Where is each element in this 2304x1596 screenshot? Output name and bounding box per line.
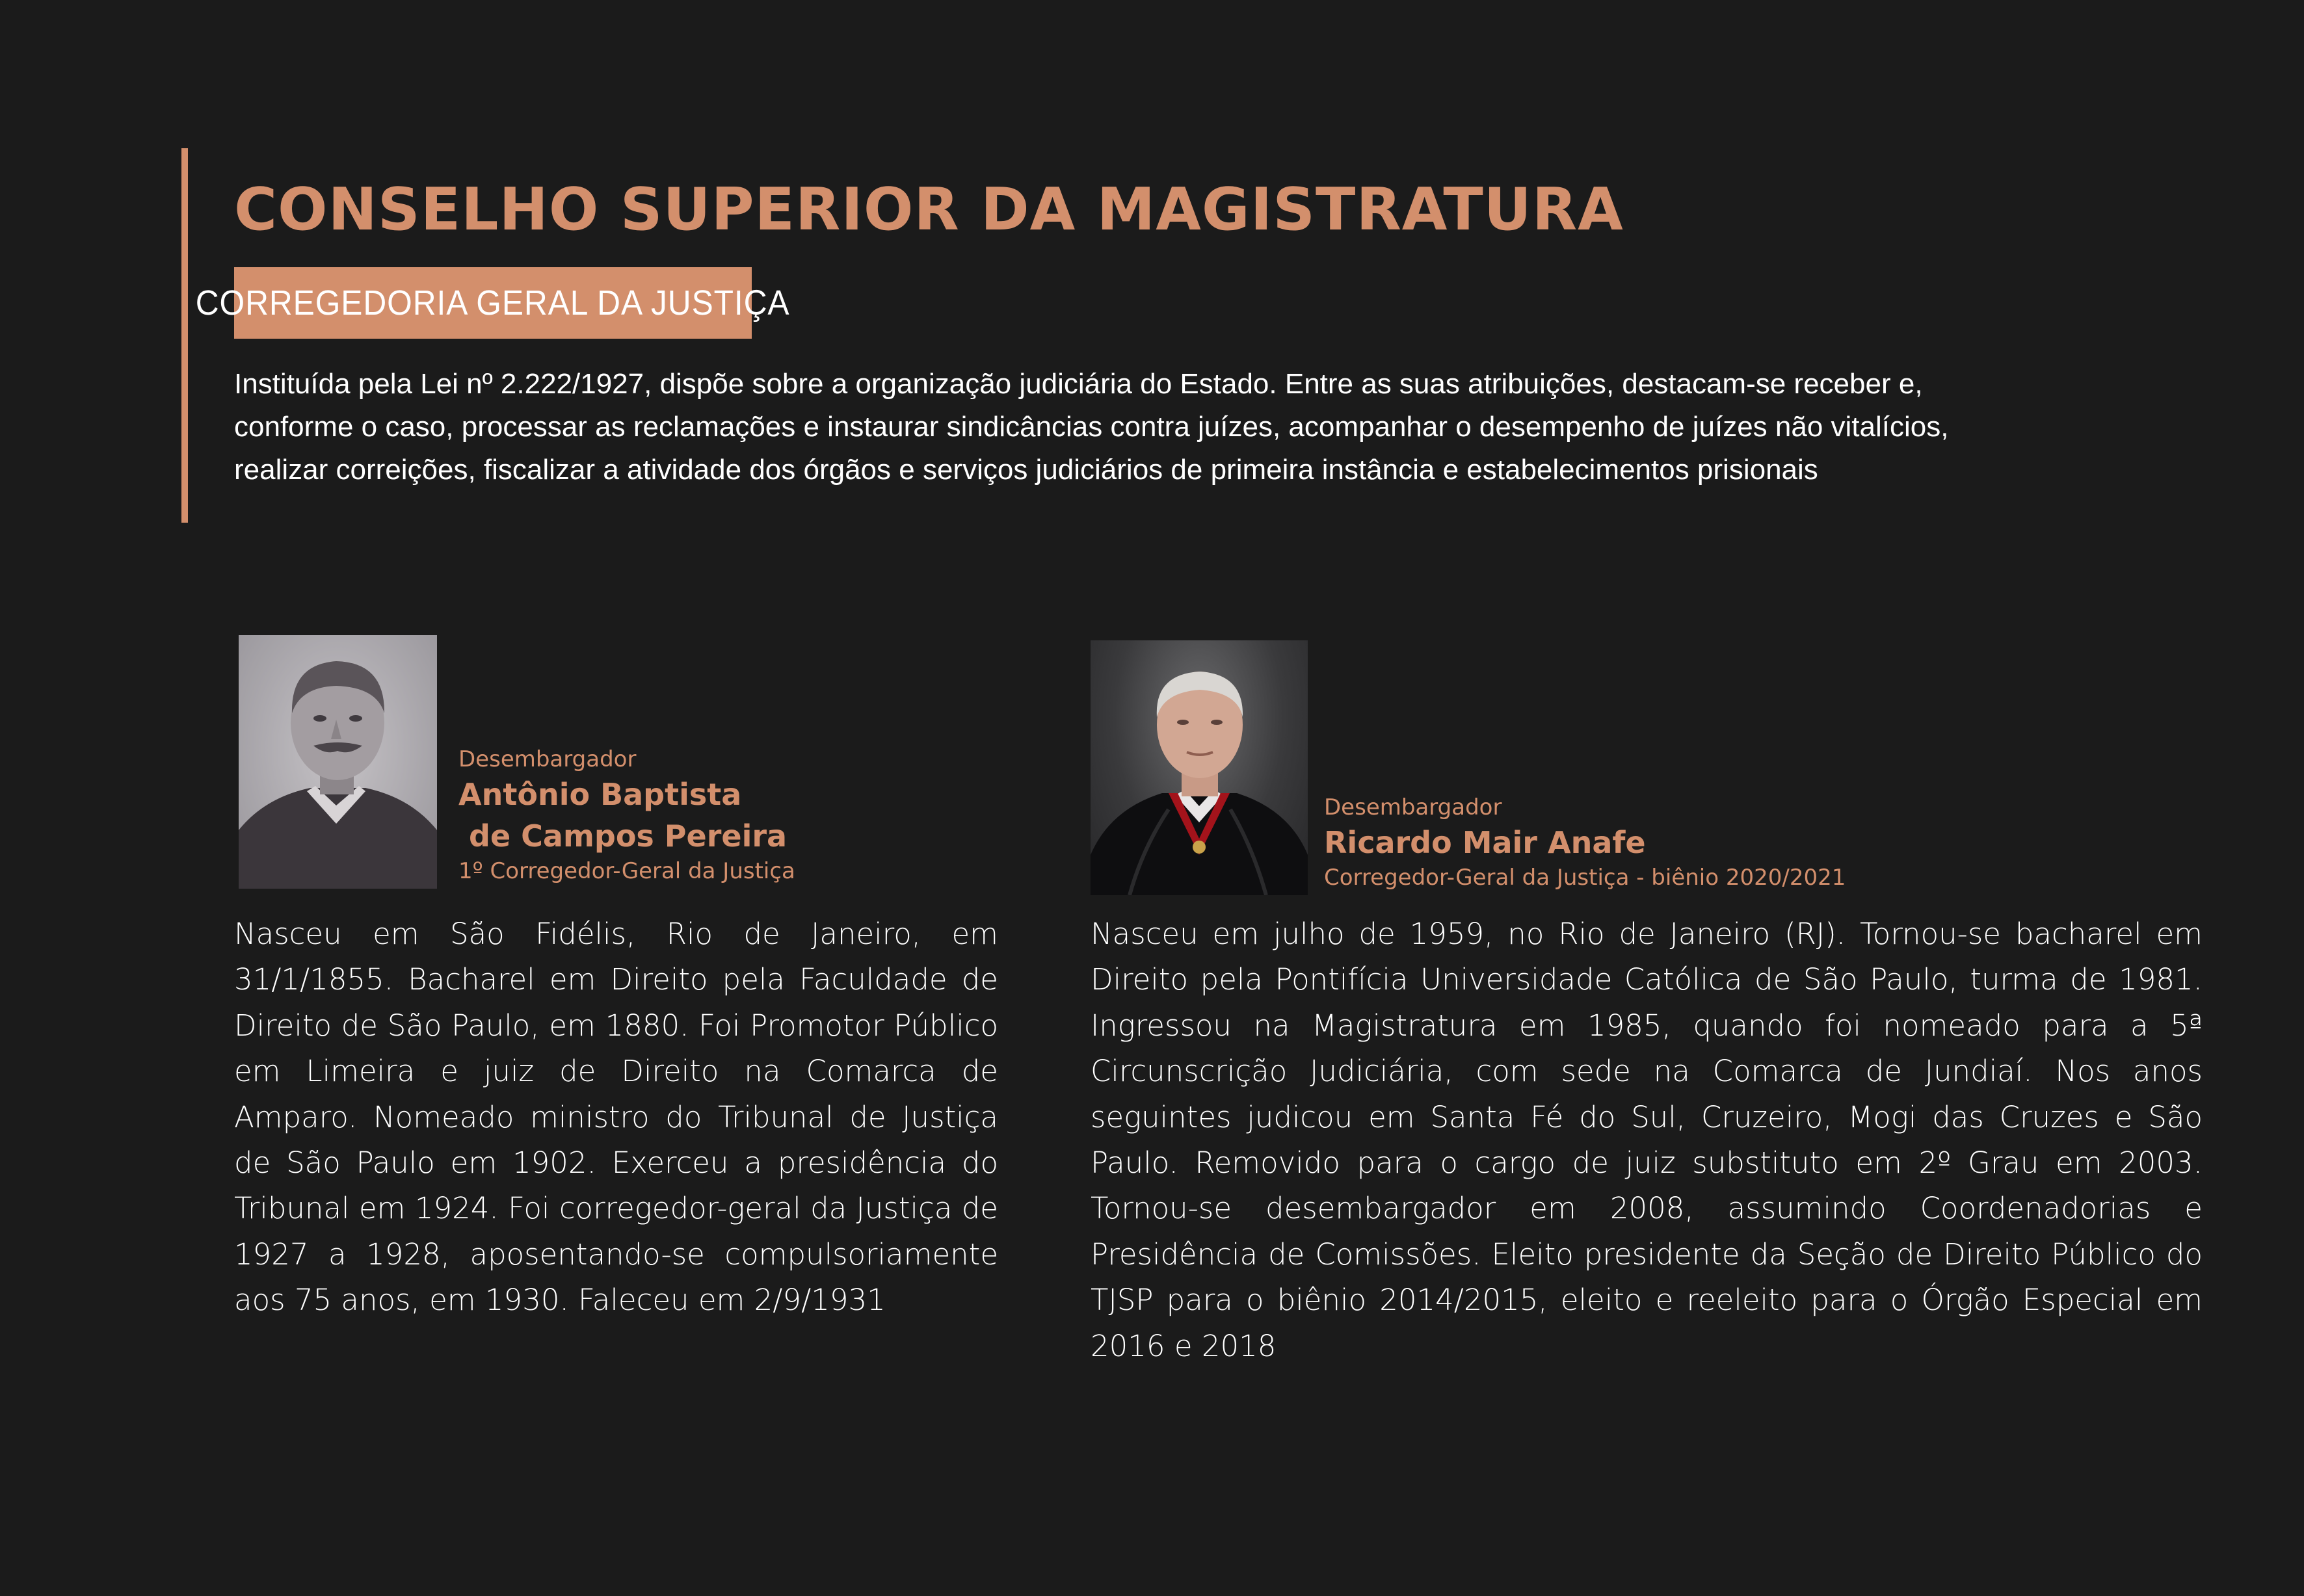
portrait-photo-ricardo — [1091, 640, 1308, 895]
profile-title-label: Desembargador — [1324, 794, 1502, 820]
profile-role: Corregedor-Geral da Justiça - biênio 2020/2021 — [1324, 865, 1846, 891]
intro-paragraph — [234, 363, 2172, 491]
intro-line: realizar correições, fiscalizar a atividade dos órgãos e serviços judiciários de primeira instância e estabelecimentos prisionais — [234, 454, 1818, 486]
page-title: CONSELHO SUPERIOR DA MAGISTRATURA — [234, 176, 1624, 244]
section-badge-label: CORREGEDORIA GERAL DA JUSTIÇA — [196, 283, 790, 322]
profile-name-line: Ricardo Mair Anafe — [1324, 825, 1646, 860]
section-badge — [196, 267, 790, 339]
intro-line: Instituída pela Lei nº 2.222/1927, dispõe sobre a organização judiciária do Estado. Entre as suas atribuições, destacam-se receber e, — [234, 368, 1923, 400]
profile-caption-ricardo — [1324, 793, 1846, 892]
profile-bio-ricardo: Nasceu em julho de 1959, no Rio de Janeiro (RJ). Tornou-se bacharel em Direito pela Pontifícia Universidade Católica de São Paulo, turma de 1981. Ingressou na Magistratura em 1985, quando foi nomeado para a 5ª Circunscrição Judiciária, com sede na Comarca de Jundiaí. Nos anos seguintes judicou em Santa Fé do Sul, Cruzeiro, Mogi das Cruzes e São Paulo. Removido para o cargo de juiz substituto em 2º Grau em 2003. Tornou-se desembargador em 2008, assumindo Coordenadorias e Presidência de Comissões. Eleito presidente da Seção de Direito Público do TJSP para o biênio 2014/2015, eleito e reeleito para o Órgão Especial em 2016 e 2018 — [1091, 917, 2203, 1363]
portrait-photo-antonio — [239, 635, 437, 889]
profile-bio-antonio: Nasceu em São Fidélis, Rio de Janeiro, em 31/1/1855. Bacharel em Direito pela Faculdade de Direito de São Paulo, em 1880. Foi Promotor Público em Limeira e juiz de Direito na Comarca de Amparo. Nomeado ministro do Tribunal de Justiça de São Paulo em 1902. Exerceu a presidência do Tribunal em 1924. Foi corregedor-geral da Justiça de 1927 a 1928, aposentando-se compulsoriamente aos 75 anos, em 1930. Faleceu em 2/9/1931 — [234, 917, 998, 1318]
profile-name-line: Antônio Baptista — [458, 777, 742, 812]
profile-caption-antonio — [458, 745, 795, 885]
intro-line: conforme o caso, processar as reclamações e instaurar sindicâncias contra juízes, acompanhar o desempenho de juízes não vitalícios, — [234, 411, 1949, 443]
profile-name-line: de Campos Pereira — [458, 818, 788, 854]
portrait-illustration — [1091, 640, 1308, 895]
title-accent-bar — [181, 148, 188, 523]
profile-title-label: Desembargador — [458, 746, 637, 772]
portrait-illustration — [239, 635, 437, 889]
profile-role: 1º Corregedor-Geral da Justiça — [458, 858, 795, 884]
